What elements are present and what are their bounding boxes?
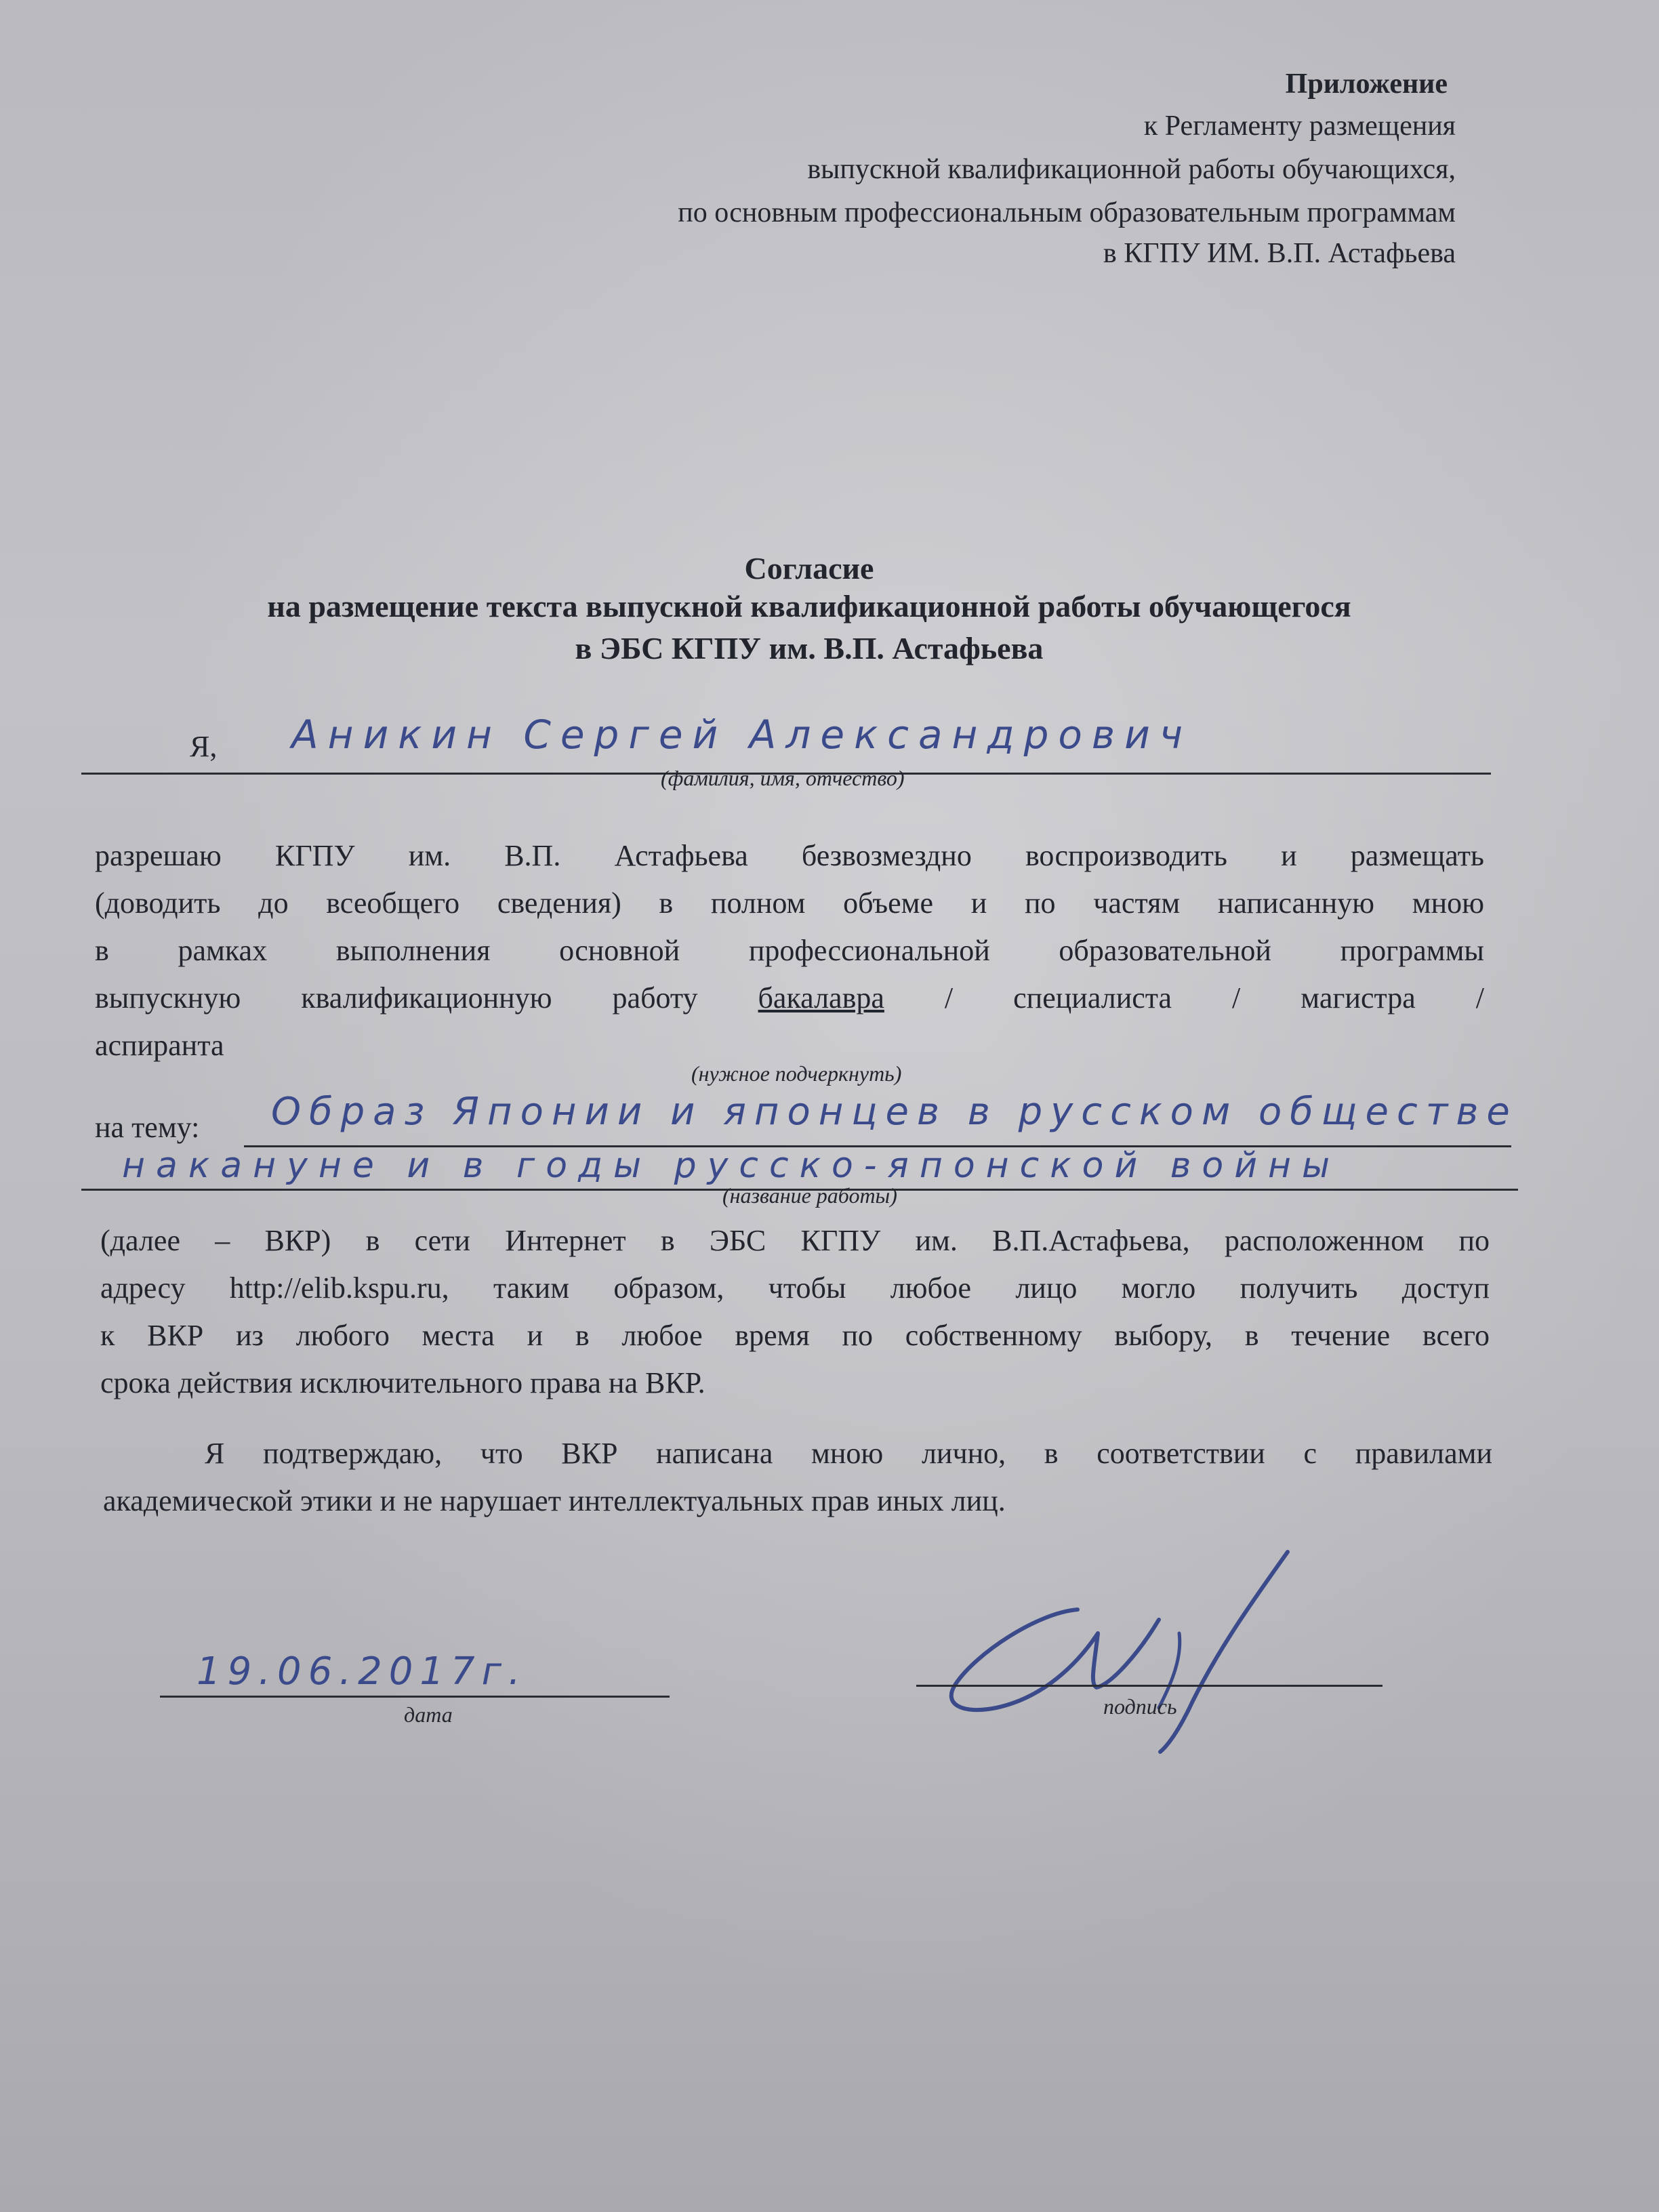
handwritten-topic-line-2: накануне и в годы русско-японской войны <box>122 1145 1341 1186</box>
consent-line-4 <box>95 975 1484 1022</box>
header-line-4: в КГПУ ИМ. В.П. Астафьева <box>1103 238 1456 269</box>
consent-line-4-end: / специалиста / магистра / <box>944 981 1484 1015</box>
handwritten-full-name: Аникин Сергей Александрович <box>291 712 1193 758</box>
consent-line-4-start: выпускную квалификационную работу <box>95 981 698 1015</box>
appendix-title: Приложение <box>1285 68 1448 100</box>
name-prefix: Я, <box>190 730 218 763</box>
underline-hint-caption: (нужное подчеркнуть) <box>691 1061 902 1086</box>
date-caption: дата <box>404 1702 453 1727</box>
consent-line-3: в рамках выполнения основной профессиональной образовательной программы <box>95 934 1484 967</box>
document-title: Согласие <box>744 551 874 586</box>
document-subtitle-2: в ЭБС КГПУ им. В.П. Астафьева <box>575 631 1044 665</box>
terms-line-1: (далее – ВКР) в сети Интернет в ЭБС КГПУ им. В.П.Астафьева, расположенном по <box>100 1224 1490 1257</box>
signature-line <box>916 1685 1382 1687</box>
degree-option-selected: бакалавра <box>758 981 884 1015</box>
handwritten-signature <box>935 1538 1301 1755</box>
handwritten-date: 19.06.2017г. <box>197 1650 527 1694</box>
consent-line-2: (доводить до всеобщего сведения) в полном объеме и по частям написанную мною <box>95 886 1484 920</box>
confirmation-line-2: академической этики и не нарушает интеллектуальных прав иных лиц. <box>103 1484 1006 1517</box>
topic-caption: (название работы) <box>722 1183 897 1208</box>
terms-paragraph <box>100 1217 1490 1407</box>
header-line-2: выпускной квалификационной работы обучающихся, <box>807 154 1456 185</box>
confirmation-paragraph <box>103 1430 1492 1525</box>
document-subtitle: на размещение текста выпускной квалификационной работы обучающегося <box>267 589 1351 623</box>
signature-caption: подпись <box>1103 1694 1177 1719</box>
topic-prefix: на тему: <box>95 1111 200 1144</box>
header-line-1: к Регламенту размещения <box>1143 110 1456 142</box>
consent-line-1: разрешаю КГПУ им. В.П. Астафьева безвозмездно воспроизводить и размещать <box>95 839 1484 872</box>
terms-line-3: к ВКР из любого места и в любое время по собственному выбору, в течение всего <box>100 1319 1490 1352</box>
terms-line-4: срока действия исключительного права на ВКР. <box>100 1366 705 1399</box>
header-line-3: по основным профессиональным образовательным программам <box>678 197 1456 228</box>
name-caption: (фамилия, имя, отчество) <box>661 766 905 790</box>
consent-line-5: аспиранта <box>95 1029 224 1062</box>
confirmation-line-1: Я подтверждаю, что ВКР написана мною лично, в соответствии с правилами <box>205 1437 1492 1470</box>
date-line <box>160 1696 670 1698</box>
terms-line-2: адресу http://elib.kspu.ru, таким образом, чтобы любое лицо могло получить доступ <box>100 1271 1490 1305</box>
consent-paragraph <box>95 832 1484 1069</box>
handwritten-topic-line-1: Образ Японии и японцев в русском обществе <box>271 1090 1518 1134</box>
